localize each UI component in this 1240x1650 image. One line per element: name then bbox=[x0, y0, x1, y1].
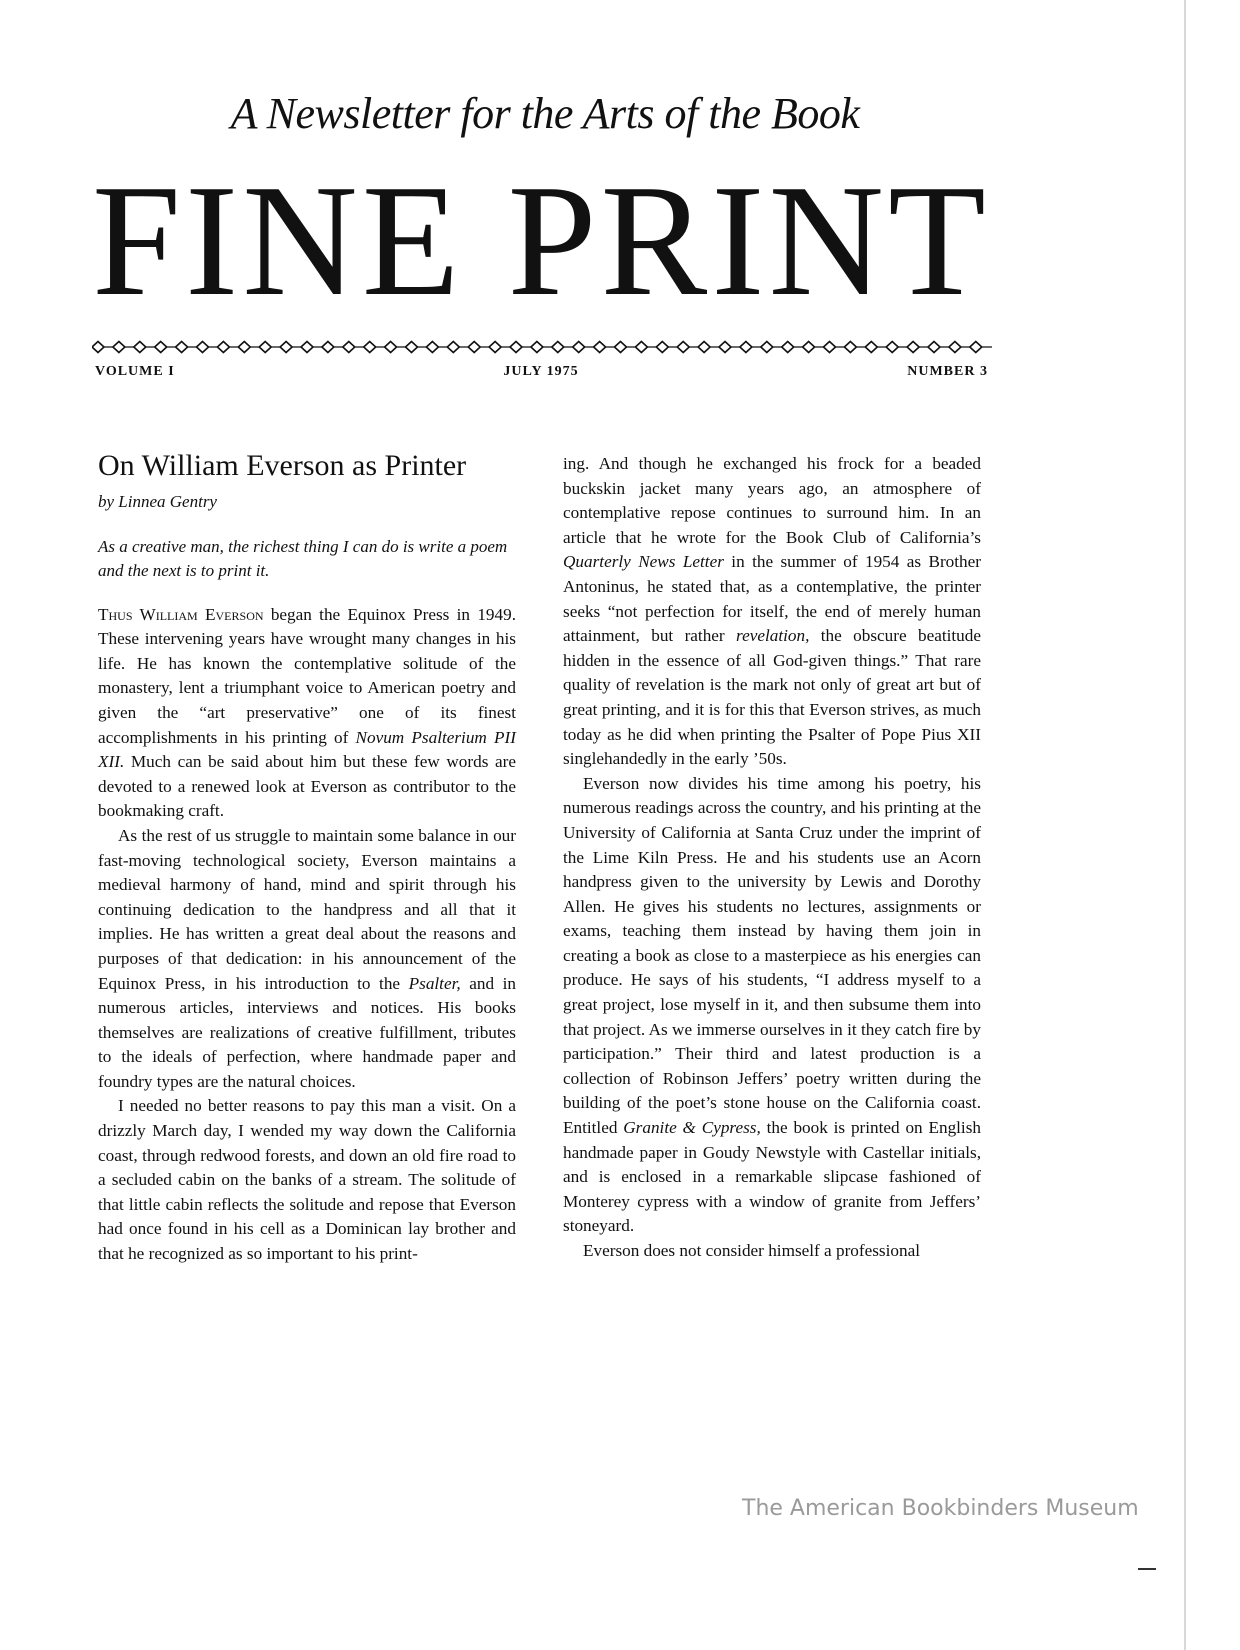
issue-info-line bbox=[95, 364, 988, 380]
ornament-diamond bbox=[844, 342, 856, 353]
ornament-diamond bbox=[970, 342, 982, 353]
ornament-diamond bbox=[92, 342, 104, 353]
ornament-diamond bbox=[740, 342, 752, 353]
ornamental-rule bbox=[92, 340, 992, 354]
article-epigraph: As a creative man, the richest thing I can do is write a poem and the next is to print it. bbox=[98, 536, 508, 580]
ornament-diamond bbox=[677, 342, 689, 353]
ornament-diamond bbox=[656, 342, 668, 353]
ornament-diamond bbox=[531, 342, 543, 353]
publication-title: Quarterly News Letter bbox=[563, 552, 724, 572]
ornament-diamond bbox=[803, 342, 815, 353]
ornament-diamond bbox=[113, 342, 125, 353]
ornament-diamond bbox=[928, 342, 940, 353]
article-byline: by Linnea Gentry bbox=[98, 492, 217, 511]
ornament-diamond bbox=[426, 342, 438, 353]
newsletter-subtitle: A Newsletter for the Arts of the Book bbox=[230, 89, 860, 138]
paragraph: As the rest of us struggle to maintain some balance in our fast-moving technological society, Everson maintains a medieval harmony of hand, mind and spirit through his continuing dedication to the handpress and all that it implies. He has written a great deal about the reasons and purposes of that dedication: in his announcement of the Equinox Press, in his introduction to the Psalter, and in numerous articles, interviews and notices. His books themselves are realizations of creative fulfillment, tributes to the ideals of perfection, where handmade paper and foundry types are the natural choices. bbox=[98, 825, 516, 1091]
book-title: Granite & Cypress, bbox=[623, 1118, 761, 1138]
lead-in-text: Thus William Everson bbox=[98, 604, 264, 624]
ornament-diamond bbox=[761, 342, 773, 353]
ornament-diamond bbox=[907, 342, 919, 353]
ornament-diamond bbox=[447, 342, 459, 353]
ornament-diamond bbox=[301, 342, 313, 353]
ornament-diamond bbox=[782, 342, 794, 353]
ornament-diamond bbox=[573, 342, 585, 353]
article-column-right bbox=[563, 452, 981, 1264]
emphasis-text: revelation, bbox=[736, 626, 810, 646]
issue-date: JULY 1975 bbox=[503, 364, 579, 379]
book-title: Novum Psalterium PII XII. bbox=[98, 727, 516, 772]
ornament-diamond bbox=[489, 342, 501, 353]
paragraph: Everson now divides his time among his poetry, his numerous readings across the country, and his printing at the University of California at Santa Cruz under the imprint of the Lime Kiln Press. He and his students use an Acorn handpress given to the university by Lewis and Dorothy Allen. He gives his students no lectures, assignments or exams, teaching them instead by having them join in creating a book as close to a masterpiece as his energies can produce. He says of his students, “I address myself to a great project, lose myself in it, and then subsume them into that project. As we immerse ourselves in it they catch fire by participation.” Their third and latest production is a collection of Robinson Jeffers’ poetry written during the building of the poet’s stone house on the California coast. Entitled Granite & Cypress, the book is printed on English handmade paper in Goudy Newstyle with Castellar initials, and is enclosed in a remarkable slipcase fashioned of Monterey cypress with a window of granite from Jeffers’ stoneyard. bbox=[563, 773, 981, 1236]
ornament-diamond bbox=[635, 342, 647, 353]
paragraph: ing. And though he exchanged his frock for a beaded buckskin jacket many years ago, an atmosphere of contemplative repose continues to surround him. In an article that he wrote for the Book Club of California’s Quarterly News Letter in the summer of 1954 as Brother Antoninus, he stated that, as a contemplative, the printer seeks “not perfection for itself, the end of merely human attainment, but rather revelation, the obscure beatitude hidden in the essence of all God-given things.” That rare quality of revelation is the mark not only of great art but of great printing, and it is for this that Everson strives, as much today as he did when printing the Psalter of Pope Pius XII singlehandedly in the early ’50s. bbox=[563, 454, 981, 769]
ornament-diamond bbox=[468, 342, 480, 353]
ornament-diamond bbox=[197, 342, 209, 353]
ornament-diamond bbox=[824, 342, 836, 353]
masthead-title: FINE PRINT bbox=[92, 151, 990, 329]
ornament-diamond bbox=[217, 342, 229, 353]
ornament-diamond bbox=[865, 342, 877, 353]
ornament-diamond bbox=[406, 342, 418, 353]
article-column-left bbox=[98, 448, 516, 1267]
paragraph: Everson does not consider himself a professional bbox=[583, 1241, 920, 1260]
ornament-diamond bbox=[259, 342, 271, 353]
ornament-diamond bbox=[949, 342, 961, 353]
article-headline: On William Everson as Printer bbox=[98, 449, 467, 482]
museum-watermark: The American Bookbinders Museum bbox=[742, 1496, 1139, 1521]
ornament-diamond bbox=[719, 342, 731, 353]
ornament-diamond bbox=[385, 342, 397, 353]
ornament-diamond bbox=[698, 342, 710, 353]
volume-label: VOLUME I bbox=[95, 364, 175, 379]
ornament-diamond bbox=[886, 342, 898, 353]
ornament-diamond bbox=[594, 342, 606, 353]
ornament-diamond bbox=[134, 342, 146, 353]
ornament-diamond bbox=[155, 342, 167, 353]
book-title: Psalter, bbox=[408, 973, 461, 993]
ornament-diamond bbox=[238, 342, 250, 353]
ornament-diamond bbox=[280, 342, 292, 353]
ornament-diamond bbox=[176, 342, 188, 353]
ornament-diamond bbox=[510, 342, 522, 353]
ornament-diamond bbox=[322, 342, 334, 353]
issue-number: NUMBER 3 bbox=[907, 364, 988, 379]
paragraph: I needed no better reasons to pay this man a visit. On a drizzly March day, I wended my way down the California coast, through redwood forests, and down an old fire road to a secluded cabin on the banks of a stream. The solitude of that little cabin reflects the solitude and repose that Everson had once found in his cell as a Dominican lay brother and that he recognized as so important to his print- bbox=[98, 1096, 516, 1264]
ornament-diamond bbox=[343, 342, 355, 353]
page-edge-line bbox=[1184, 0, 1186, 1650]
ornament-diamond bbox=[364, 342, 376, 353]
paragraph: Thus William Everson began the Equinox Press in 1949. These intervening years have wrought many changes in his life. He has known the contemplative solitude of the monastery, lent a triumphant voice to American poetry and given the “art preservative” one of its finest accomplishments in his printing of Novum Psalterium PII XII. Much can be said about him but these few words are devoted to a renewed look at Everson as contributor to the bookmaking craft. bbox=[98, 604, 516, 821]
ornament-diamond bbox=[615, 342, 627, 353]
scan-mark bbox=[1138, 1568, 1156, 1570]
ornament-diamond bbox=[552, 342, 564, 353]
